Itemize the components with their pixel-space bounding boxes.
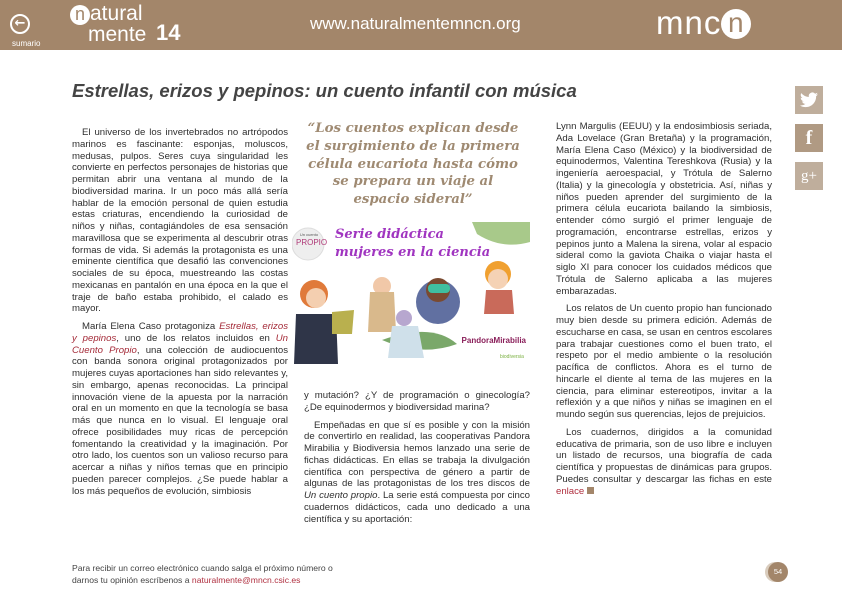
paragraph bbox=[72, 321, 288, 497]
logo-bottom: mente bbox=[88, 23, 147, 46]
footer-line-2: darnos tu opinión escríbenos a bbox=[72, 575, 192, 585]
page-number: 54 bbox=[768, 562, 788, 582]
serie-didactica-illustration bbox=[292, 222, 530, 364]
back-arrow-icon[interactable]: ← bbox=[10, 14, 30, 34]
collection-title: Un cuento propio bbox=[304, 490, 378, 501]
paragraph: Lynn Margulis (EEUU) y la endosimbiosis seriada, Ada Lovelace (Gran Bretaña) y la programación, María Elena Caso (México) y la biodiversidad de equinodermos, Valentina Tereshkova (Rusia) y la ingeniería aeroespacial, y Trótula de Salerno (Italia) y la ginecología y obstetricia. Así, niñas y niños pueden aprender del surgimiento de la primera célula eucariota bailando la simbiosis, entender cómo surgió el primer lenguaje de programación, encontrarse estrellas, erizos y pepinos junto a Malena la sirena, volar al espacio sideral como la gaviota Chaika o viajar hasta el siglo XI para conocer los cuidados médicos que Trótula de Salerno aplicaba a las mujeres embarazadas. bbox=[556, 121, 772, 297]
facebook-icon[interactable] bbox=[795, 124, 823, 152]
logo-n: n bbox=[70, 5, 90, 25]
brand-text: mnc bbox=[656, 4, 722, 41]
article-title: Estrellas, erizos y pepinos: un cuento infantil con música bbox=[72, 80, 577, 101]
pandora-mirabilia-logo: PandoraMirabilia bbox=[461, 336, 526, 345]
twitter-icon[interactable] bbox=[795, 86, 823, 114]
sumario-link[interactable]: sumario bbox=[12, 39, 41, 48]
text: Empeñadas en que sí es posible y con la misión de convertirlo en realidad, las cooperativas Pandora Mirabilia y Biodiversia hemos lanzado una serie de fichas didácticas. En ellas se trabaja la divulgación científica con perspectiva de género a partir de algunas de las protagonistas de los tres discos de bbox=[304, 419, 530, 490]
pull-quote: “Los cuentos explican desde el surgimiento de la primera célula eucariota hasta cómo se prepara un viaje al espacio sideral” bbox=[306, 121, 520, 208]
text: , una colección de audiocuentos con banda sonora original protagonizados por mujeres cuyas aportaciones han sido relevantes y, sin embargo, apenas reconocidas. La principal innovación viene de la apuesta por la narración oral en un momento en que la tecnología se basa más que nunca en lo visual. El lenguaje oral ofrece posibilidades muy ricas de percepción fomentando la creatividad y la imaginación. Por otro lado, los cuentos son un valioso recurso para acercar a niñas y niños temas que en principio pueden parecer complejos. ¿Se puede hablar a los más pequeños de evolución, simbiosis bbox=[72, 344, 288, 497]
logo-top: atural bbox=[90, 2, 143, 25]
badge-top: Un cuento bbox=[299, 232, 319, 237]
google-plus-glyph: g+ bbox=[801, 168, 817, 184]
column-3 bbox=[556, 121, 772, 503]
column-2 bbox=[304, 390, 530, 531]
paragraph bbox=[304, 420, 530, 526]
end-square-icon bbox=[587, 487, 594, 494]
heading-line-2: mujeres en la ciencia bbox=[335, 245, 491, 260]
footer bbox=[72, 562, 333, 586]
paragraph bbox=[556, 427, 772, 498]
un-cuento-propio-badge: PROPIO bbox=[296, 238, 328, 247]
column-1 bbox=[72, 127, 288, 503]
paragraph: y mutación? ¿Y de programación o ginecología? ¿De equinodermos y biodiversidad marina? bbox=[304, 390, 530, 413]
download-link[interactable]: enlace bbox=[556, 485, 585, 497]
google-plus-icon[interactable] bbox=[795, 162, 823, 190]
issue-number: 14 bbox=[156, 20, 181, 45]
text: Los cuadernos, dirigidos a la comunidad educativa de primaria, son de uso libre e incluyen un listado de recursos, una biografía de cada científica y propuestas de dinámicas para grupos. Puedes consultar y descargar las fichas en este bbox=[556, 426, 772, 485]
story-title: Estrellas, erizos y pepinos bbox=[72, 321, 288, 344]
text: , uno de los relatos incluidos en bbox=[116, 332, 276, 344]
paragraph: El universo de los invertebrados no artrópodos marinos es fascinante: esponjas, moluscos, medusas, pulpos. Seres cuya singularidad les convierte en perfectos personajes de historias que permitan abrir una ventana al mundo de la biodiversidad marina. Ir un poco más allá sería hablar de la emoción personal de quien estudia estas criaturas, encendiendo la curiosidad de niños y niñas, contagiándoles de esa sensación maravillosa que se experimenta al descubrir otras formas de vida. Si además la protagonista es una eminente científica que desafió las convenciones sociales de su época, muestreando las costas mexicanas en pantalón en una época en la que el traje de baño estaba prohibido, el calado es mayor. bbox=[72, 127, 288, 315]
collection-title: Un Cuento Propio bbox=[72, 332, 289, 356]
illustration-heading bbox=[335, 226, 490, 262]
header-bar bbox=[0, 0, 842, 50]
footer-line-1: Para recibir un correo electrónico cuando salga el próximo número o bbox=[72, 563, 333, 573]
website-link[interactable]: www.naturalmentemncn.org bbox=[310, 14, 521, 33]
text: . La serie está compuesta por cinco cuadernos didácticos, cada uno dedicado a una científica y su aportación: bbox=[304, 490, 530, 525]
email-link[interactable]: naturalmente@mncn.csic.es bbox=[191, 575, 301, 585]
paragraph: Los relatos de Un cuento propio han funcionado muy bien desde su primera edición. Además de escucharse en casa, se usan en centros escolares para trabajar cuestiones como el buen trato, el respeto por el medio ambiente o la resolución pacífica de conflictos. Ahora es el turno de hincarle el diente al tema de las mujeres en la ciencia, para eliminar estereotipos, invitar a la reflexión y a que niños y niñas se imaginen en el mundo según sus querencias, lejos de prejuicios. bbox=[556, 303, 772, 420]
heading-line-1: Serie didáctica bbox=[335, 227, 444, 242]
mncn-logo[interactable] bbox=[656, 4, 751, 42]
biodiversia-logo: biodiversia bbox=[500, 354, 524, 360]
facebook-glyph: f bbox=[805, 127, 813, 149]
text: María Elena Caso protagoniza bbox=[82, 321, 220, 332]
naturalmente-logo[interactable] bbox=[70, 4, 146, 44]
brand-n: n bbox=[721, 9, 751, 39]
